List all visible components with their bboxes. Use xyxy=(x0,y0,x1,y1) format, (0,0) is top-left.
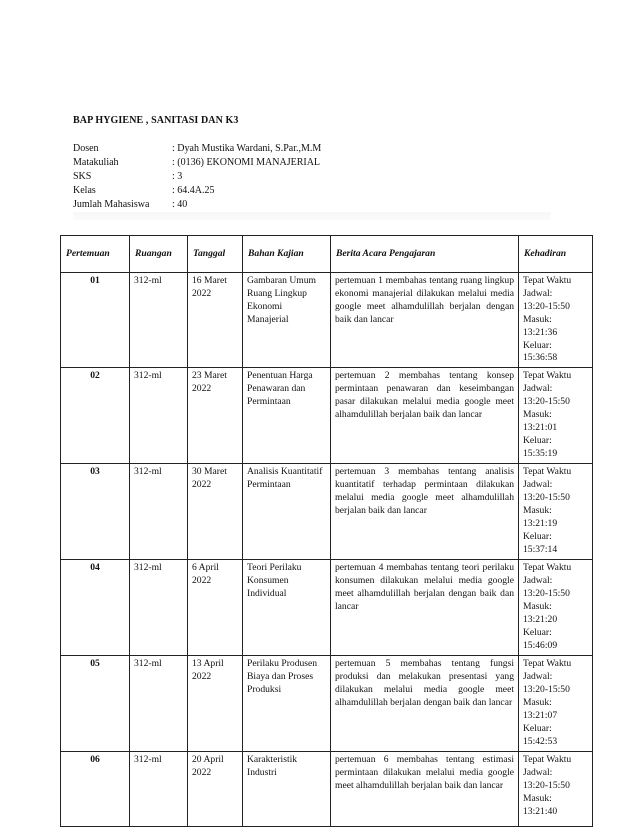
table-header-row xyxy=(61,236,593,273)
cell-kehadiran xyxy=(519,464,593,560)
bap-table xyxy=(60,235,593,827)
kehadiran-masuk-label: Masuk: xyxy=(523,313,552,325)
table-row xyxy=(61,752,593,827)
kehadiran-jadwal-label: Jadwal: xyxy=(523,383,553,395)
info-label: SKS xyxy=(73,171,92,182)
cell-bahan-kajian: Gambaran Umum Ruang Lingkup Ekonomi Manajerial xyxy=(243,273,331,368)
info-row-dosen xyxy=(73,142,321,156)
kehadiran-masuk-value: 13:21:36 xyxy=(523,326,558,338)
kehadiran-status: Tepat Waktu xyxy=(523,562,572,574)
kehadiran-masuk-value: 13:21:01 xyxy=(523,421,558,433)
cell-berita-acara: pertemuan 3 membahas tentang analisis kuantitatif terhadap permintaan dilakukan melalui media google meet alhamdulillah berjalan baik dan lancar xyxy=(331,464,519,560)
info-row-sks xyxy=(73,170,321,184)
cell-ruangan: 312-ml xyxy=(130,752,188,827)
cell-ruangan: 312-ml xyxy=(130,368,188,464)
kehadiran-jadwal-label: Jadwal: xyxy=(523,287,553,299)
cell-pertemuan: 01 xyxy=(61,273,130,368)
table-row xyxy=(61,656,593,752)
cell-tanggal: 16 Maret 2022 xyxy=(188,273,243,368)
kehadiran-status: Tepat Waktu xyxy=(523,370,572,382)
info-value: : Dyah Mustika Wardani, S.Par.,M.M xyxy=(172,143,322,154)
header-ruangan: Ruangan xyxy=(130,236,188,273)
kehadiran-jadwal-value: 13:20-15:50 xyxy=(523,684,570,696)
kehadiran-jadwal-value: 13:20-15:50 xyxy=(523,492,570,504)
faint-divider xyxy=(73,212,551,220)
cell-tanggal: 6 April 2022 xyxy=(188,560,243,656)
kehadiran-keluar-label: Keluar: xyxy=(523,530,552,542)
kehadiran-masuk-label: Masuk: xyxy=(523,505,552,517)
header-tanggal: Tanggal xyxy=(188,236,243,273)
kehadiran-masuk-label: Masuk: xyxy=(523,409,552,421)
cell-tanggal: 30 Maret 2022 xyxy=(188,464,243,560)
info-value: : 3 xyxy=(172,171,183,182)
cell-pertemuan: 05 xyxy=(61,656,130,752)
info-label: Dosen xyxy=(73,143,99,154)
cell-bahan-kajian: Penentuan Harga Penawaran dan Permintaan xyxy=(243,368,331,464)
header-bahan-kajian: Bahan Kajian xyxy=(243,236,331,273)
cell-kehadiran xyxy=(519,273,593,368)
course-info xyxy=(73,142,321,212)
kehadiran-keluar-label: Keluar: xyxy=(523,626,552,638)
kehadiran-masuk-value: 13:21:20 xyxy=(523,613,558,625)
info-label: Jumlah Mahasiswa xyxy=(73,199,150,210)
table-row xyxy=(61,368,593,464)
cell-berita-acara: pertemuan 5 membahas tentang fungsi produksi dan melakukan presentasi yang dilakukan melalui media google meet alhamdulillah berjalan dengan baik dan lancar xyxy=(331,656,519,752)
info-value: : 40 xyxy=(172,199,188,210)
info-row-matakuliah xyxy=(73,156,321,170)
info-row-jumlah-mahasiswa xyxy=(73,198,321,212)
cell-bahan-kajian: Analisis Kuantitatif Permintaan xyxy=(243,464,331,560)
header-berita-acara: Berita Acara Pengajaran xyxy=(331,236,519,273)
kehadiran-status: Tepat Waktu xyxy=(523,658,572,670)
cell-kehadiran xyxy=(519,752,593,827)
kehadiran-jadwal-value: 13:20-15:50 xyxy=(523,588,570,600)
kehadiran-jadwal-label: Jadwal: xyxy=(523,671,553,683)
cell-berita-acara: pertemuan 4 membahas tentang teori perilaku konsumen dilakukan melalui media google meet alhamdulillah berjalan dengan baik dan lancar xyxy=(331,560,519,656)
info-value: : (0136) EKONOMI MANAJERIAL xyxy=(172,157,321,168)
kehadiran-jadwal-value: 13:20-15:50 xyxy=(523,780,570,792)
cell-tanggal: 23 Maret 2022 xyxy=(188,368,243,464)
kehadiran-jadwal-value: 13:20-15:50 xyxy=(523,396,570,408)
kehadiran-keluar-value: 15:46:09 xyxy=(523,639,558,651)
cell-pertemuan: 04 xyxy=(61,560,130,656)
kehadiran-jadwal-label: Jadwal: xyxy=(523,767,553,779)
cell-ruangan: 312-ml xyxy=(130,464,188,560)
cell-ruangan: 312-ml xyxy=(130,560,188,656)
kehadiran-status: Tepat Waktu xyxy=(523,754,572,766)
kehadiran-keluar-label: Keluar: xyxy=(523,722,552,734)
kehadiran-keluar-label: Keluar: xyxy=(523,339,552,351)
kehadiran-keluar-value: 15:37:14 xyxy=(523,543,558,555)
table-row xyxy=(61,273,593,368)
info-value: : 64.4A.25 xyxy=(172,185,215,196)
kehadiran-masuk-value: 13:21:40 xyxy=(523,805,558,817)
kehadiran-jadwal-value: 13:20-15:50 xyxy=(523,300,570,312)
info-row-kelas xyxy=(73,184,321,198)
cell-pertemuan: 03 xyxy=(61,464,130,560)
header-kehadiran: Kehadiran xyxy=(519,236,593,273)
kehadiran-masuk-value: 13:21:07 xyxy=(523,709,558,721)
kehadiran-status: Tepat Waktu xyxy=(523,275,572,286)
cell-ruangan: 312-ml xyxy=(130,656,188,752)
document-title: BAP HYGIENE , SANITASI DAN K3 xyxy=(73,115,239,126)
cell-bahan-kajian: Teori Perilaku Konsumen Individual xyxy=(243,560,331,656)
kehadiran-keluar-value: 15:42:53 xyxy=(523,735,558,747)
info-label: Kelas xyxy=(73,185,96,196)
cell-berita-acara: pertemuan 1 membahas tentang ruang lingkup ekonomi manajerial dilakukan melalui media google meet alhamdulillah berjalan dengan baik dan lancar xyxy=(331,273,519,368)
kehadiran-masuk-label: Masuk: xyxy=(523,697,552,709)
cell-kehadiran xyxy=(519,560,593,656)
cell-tanggal: 13 April 2022 xyxy=(188,656,243,752)
kehadiran-keluar-value: 15:36:58 xyxy=(523,352,558,364)
kehadiran-keluar-value: 15:35:19 xyxy=(523,447,558,459)
cell-pertemuan: 02 xyxy=(61,368,130,464)
cell-tanggal: 20 April 2022 xyxy=(188,752,243,827)
kehadiran-masuk-label: Masuk: xyxy=(523,793,552,805)
cell-bahan-kajian: Perilaku Produsen Biaya dan Proses Produksi xyxy=(243,656,331,752)
kehadiran-status: Tepat Waktu xyxy=(523,466,572,478)
table-row xyxy=(61,560,593,656)
kehadiran-keluar-label: Keluar: xyxy=(523,434,552,446)
cell-berita-acara: pertemuan 2 membahas tentang konsep permintaan penawaran dan keseimbangan pasar dilakukan melalui media google meet alhamdulillah berjalan baik dan lancar xyxy=(331,368,519,464)
cell-bahan-kajian: Karakteristik Industri xyxy=(243,752,331,827)
kehadiran-jadwal-label: Jadwal: xyxy=(523,479,553,491)
header-pertemuan: Pertemuan xyxy=(61,236,130,273)
cell-kehadiran xyxy=(519,368,593,464)
kehadiran-masuk-label: Masuk: xyxy=(523,601,552,613)
kehadiran-masuk-value: 13:21:19 xyxy=(523,517,558,529)
kehadiran-jadwal-label: Jadwal: xyxy=(523,575,553,587)
cell-pertemuan: 06 xyxy=(61,752,130,827)
info-label: Matakuliah xyxy=(73,157,119,168)
cell-ruangan: 312-ml xyxy=(130,273,188,368)
table-row xyxy=(61,464,593,560)
cell-kehadiran xyxy=(519,656,593,752)
cell-berita-acara: pertemuan 6 membahas tentang estimasi permintaan dilakukan melalui media google meet alhamdulillah berjalan baik dan lancar xyxy=(331,752,519,827)
